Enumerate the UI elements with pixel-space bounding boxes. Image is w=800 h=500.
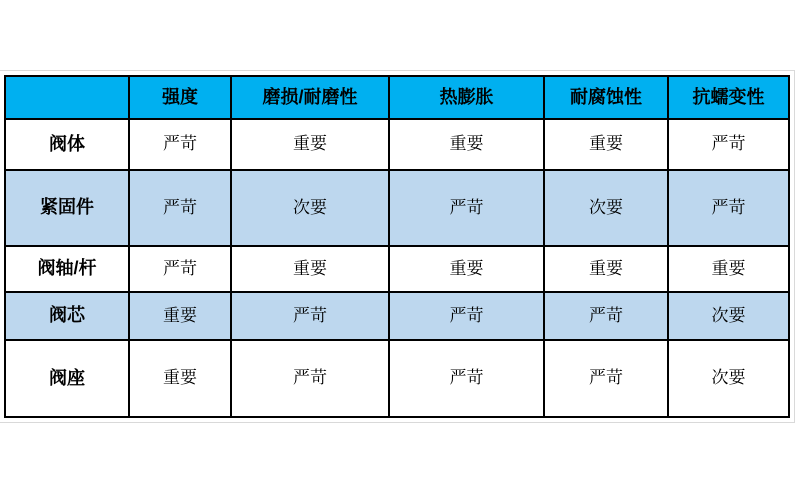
table-row-fasteners <box>5 170 789 246</box>
table-cell: 次要 <box>668 292 789 340</box>
row-label-valve-seat: 阀座 <box>5 340 129 417</box>
table-row-valve-stem <box>5 246 789 292</box>
header-cell-corrosion-resistance: 耐腐蚀性 <box>544 76 668 119</box>
table-cell: 重要 <box>389 119 544 170</box>
table-cell: 严苛 <box>129 246 231 292</box>
table-cell: 重要 <box>129 292 231 340</box>
header-cell-blank <box>5 76 129 119</box>
table-row-valve-body <box>5 119 789 170</box>
header-cell-thermal-expansion: 热膨胀 <box>389 76 544 119</box>
table-cell: 严苛 <box>389 340 544 417</box>
header-cell-wear-resistance: 磨损/耐磨性 <box>231 76 389 119</box>
table-row-valve-plug <box>5 292 789 340</box>
table-cell: 重要 <box>231 119 389 170</box>
row-label-fasteners: 紧固件 <box>5 170 129 246</box>
table-row-valve-seat <box>5 340 789 417</box>
table-cell: 严苛 <box>668 119 789 170</box>
table-cell: 严苛 <box>129 170 231 246</box>
row-label-valve-plug: 阀芯 <box>5 292 129 340</box>
header-row <box>5 76 789 119</box>
table-cell: 严苛 <box>668 170 789 246</box>
row-label-valve-body: 阀体 <box>5 119 129 170</box>
table-cell: 重要 <box>389 246 544 292</box>
table-cell: 次要 <box>668 340 789 417</box>
table-cell: 严苛 <box>231 340 389 417</box>
table-cell: 严苛 <box>231 292 389 340</box>
table-cell: 严苛 <box>129 119 231 170</box>
table-cell: 严苛 <box>544 292 668 340</box>
header-cell-strength: 强度 <box>129 76 231 119</box>
header-cell-creep-resistance: 抗蠕变性 <box>668 76 789 119</box>
table-cell: 次要 <box>544 170 668 246</box>
table-cell: 重要 <box>544 119 668 170</box>
table-cell: 重要 <box>129 340 231 417</box>
table-cell: 次要 <box>231 170 389 246</box>
table-cell: 严苛 <box>544 340 668 417</box>
table-cell: 严苛 <box>389 170 544 246</box>
table-cell: 重要 <box>544 246 668 292</box>
table-cell: 严苛 <box>389 292 544 340</box>
valve-materials-table <box>4 75 790 418</box>
valve-materials-table-wrap <box>4 75 790 418</box>
table-cell: 重要 <box>668 246 789 292</box>
row-label-valve-stem: 阀轴/杆 <box>5 246 129 292</box>
table-cell: 重要 <box>231 246 389 292</box>
